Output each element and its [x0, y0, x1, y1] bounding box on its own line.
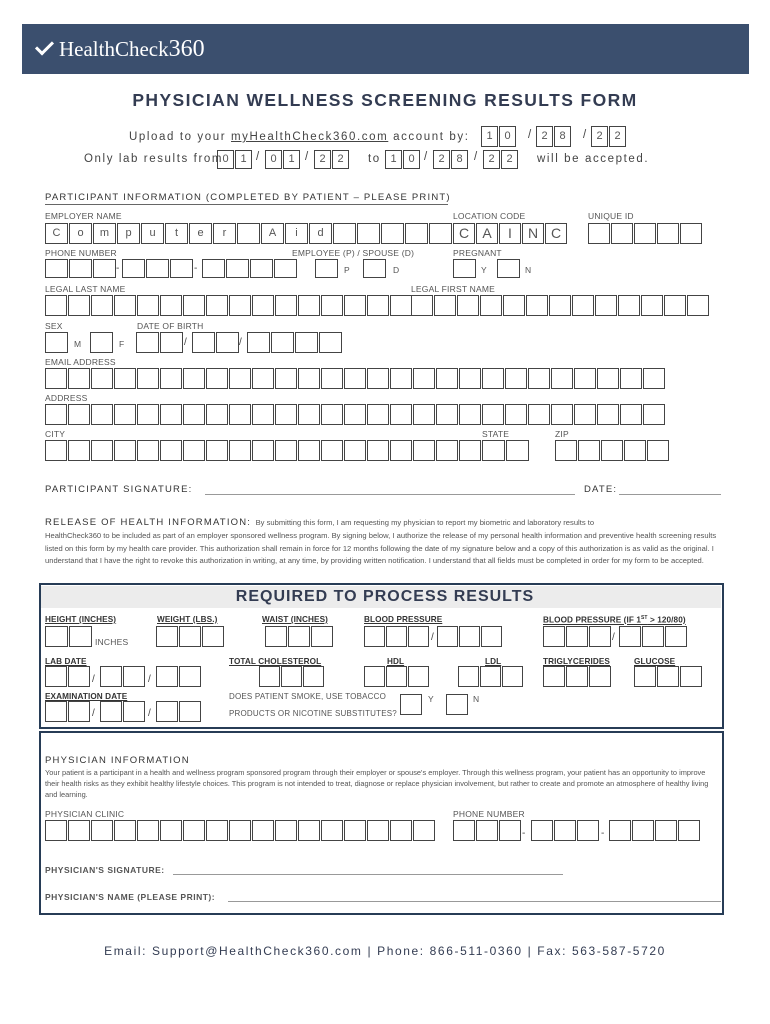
upload-prefix: Upload to your myHealthCheck360.com account by:: [129, 131, 470, 143]
physician-clinic-field[interactable]: [45, 820, 436, 841]
range-to-day[interactable]: 2 8: [433, 150, 469, 169]
lab-date-year-field[interactable]: [156, 666, 202, 687]
bp-diastolic-field[interactable]: [437, 626, 503, 647]
range-from-year[interactable]: 2 2: [314, 150, 350, 169]
logo: HealthCheck360: [36, 36, 205, 63]
bp-systolic-field[interactable]: [364, 626, 430, 647]
exam-date-year-field[interactable]: [156, 701, 202, 722]
required-title: REQUIRED TO PROCESS RESULTS: [235, 588, 535, 605]
physician-text: Your patient is a participant in a health and wellness program sponsored program through their employer or spouse's employer. Through this wellness program, your patient has an opportunity to improve their health risks as they exhibit healthy lifestyle choices. This program is not intended to treat, diagnose or replace physician involvement, but rather to create and promote an atmosphere of healthy living and learning.: [45, 768, 709, 799]
address-field[interactable]: [45, 404, 666, 425]
height-field[interactable]: [45, 626, 93, 647]
physician-phone-line-field[interactable]: [609, 820, 701, 841]
upload-day[interactable]: 2 8: [536, 126, 572, 147]
dob-year-field[interactable]: [247, 332, 343, 353]
pregnant-y-box[interactable]: [453, 259, 477, 278]
cholesterol-field[interactable]: [259, 666, 325, 687]
date-label: DATE:: [584, 484, 618, 495]
participant-signature-line[interactable]: [205, 494, 575, 495]
sex-m-box[interactable]: [45, 332, 69, 353]
exam-date-day-field[interactable]: [100, 701, 146, 722]
participant-signature-label: PARTICIPANT SIGNATURE:: [45, 484, 193, 495]
physician-name-label: PHYSICIAN'S NAME (PLEASE PRINT):: [45, 892, 216, 902]
release-text: RELEASE OF HEALTH INFORMATION: By submitting this form, I am requesting my physician to report my biometric and laboratory results to HealthCheck360 to be included as part of an employer sponsored wellness program. By signing below, I authorize the release of my personal health information and preventive health screening results listed on this form by my health care provider. This authorization shall remain in force for 12 months following the date of my signature below and a copy of this authorization is as valid as the original. I understand that I have the right to revoke this authorization in writing, at any time, by providing written notification. I understand that all fields must be completed in order for my form to be accepted.: [45, 517, 717, 565]
dob-month-field[interactable]: [136, 332, 184, 353]
footer-contact: Email: Support@HealthCheck360.com | Phone: 866-511-0360 | Fax: 563-587-5720: [104, 944, 666, 958]
employer-name-field[interactable]: C o m p u t e r A i d: [45, 223, 453, 244]
bp2-systolic-field[interactable]: [543, 626, 612, 647]
range-to-month[interactable]: 1 0: [385, 150, 421, 169]
date-line[interactable]: [619, 494, 721, 495]
upload-year[interactable]: 2 2: [591, 126, 627, 147]
phone-area-field[interactable]: [45, 259, 117, 278]
first-name-field[interactable]: [411, 295, 710, 316]
range-to-year[interactable]: 2 2: [483, 150, 519, 169]
phone-line-field[interactable]: [202, 259, 298, 278]
waist-field[interactable]: [265, 626, 334, 647]
glucose-field[interactable]: [634, 666, 703, 687]
participant-section-title: PARTICIPANT INFORMATION (COMPLETED BY PATIENT – PLEASE PRINT): [45, 192, 451, 203]
location-code-field[interactable]: C A I N C: [453, 223, 568, 244]
spouse-d-box[interactable]: [363, 259, 387, 278]
pregnant-n-box[interactable]: [497, 259, 521, 278]
email-field[interactable]: [45, 368, 666, 389]
employee-p-box[interactable]: [315, 259, 339, 278]
lab-date-day-field[interactable]: [100, 666, 146, 687]
phone-prefix-field[interactable]: [122, 259, 194, 278]
physician-signature-label: PHYSICIAN'S SIGNATURE:: [45, 865, 165, 875]
city-field[interactable]: [45, 440, 482, 461]
bp2-diastolic-field[interactable]: [619, 626, 688, 647]
physician-signature-line[interactable]: [173, 874, 563, 875]
range-from-day[interactable]: 0 1: [265, 150, 301, 169]
ldl-field[interactable]: [458, 666, 524, 687]
range-prefix: Only lab results from: [84, 153, 224, 165]
physician-phone-area-field[interactable]: [453, 820, 522, 841]
range-from-month[interactable]: 0 1: [217, 150, 253, 169]
hdl-field[interactable]: [364, 666, 430, 687]
checkmark-icon: [35, 36, 54, 55]
physician-name-line[interactable]: [228, 901, 721, 902]
last-name-field[interactable]: [45, 295, 413, 316]
lab-date-month-field[interactable]: [45, 666, 91, 687]
upload-month[interactable]: 1 0: [481, 126, 517, 147]
sex-f-box[interactable]: [90, 332, 114, 353]
smoke-y-box[interactable]: [400, 694, 423, 715]
unique-id-field[interactable]: [588, 223, 703, 244]
dob-day-field[interactable]: [192, 332, 240, 353]
form-title: PHYSICIAN WELLNESS SCREENING RESULTS FORM: [132, 90, 638, 110]
physician-phone-prefix-field[interactable]: [531, 820, 600, 841]
zip-field[interactable]: [555, 440, 670, 461]
smoke-n-box[interactable]: [446, 694, 469, 715]
exam-date-month-field[interactable]: [45, 701, 91, 722]
triglycerides-field[interactable]: [543, 666, 612, 687]
section-rule: [45, 204, 448, 205]
state-field[interactable]: [482, 440, 530, 461]
physician-section-title: PHYSICIAN INFORMATION: [45, 755, 190, 766]
weight-field[interactable]: [156, 626, 225, 647]
